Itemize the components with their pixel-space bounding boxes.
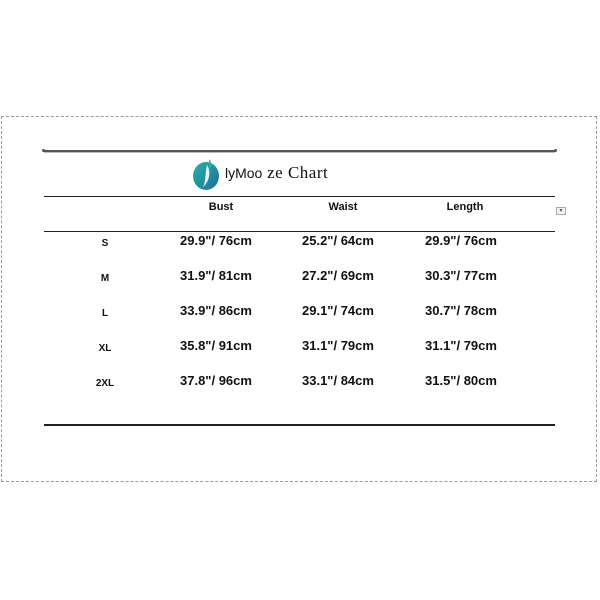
header-top-rule bbox=[44, 196, 555, 197]
bust-cell: 35.8"/ 91cm bbox=[180, 338, 252, 353]
bust-cell: 37.8"/ 96cm bbox=[180, 373, 252, 388]
size-label: S bbox=[101, 238, 109, 249]
chevron-down-icon[interactable]: ▾ bbox=[556, 207, 566, 215]
bottom-divider bbox=[44, 424, 555, 426]
column-header-bust: Bust bbox=[208, 201, 234, 213]
bust-cell: 33.9"/ 86cm bbox=[180, 303, 252, 318]
size-label: M bbox=[100, 273, 110, 284]
length-cell: 31.1"/ 79cm bbox=[425, 338, 497, 353]
length-cell: 31.5"/ 80cm bbox=[425, 373, 497, 388]
page-title bbox=[225, 163, 328, 183]
column-header-waist: Waist bbox=[328, 201, 358, 213]
bust-cell: 29.9"/ 76cm bbox=[180, 233, 252, 248]
size-label: L bbox=[101, 308, 109, 319]
waist-cell: 29.1"/ 74cm bbox=[302, 303, 374, 318]
top-divider bbox=[44, 150, 555, 153]
length-cell: 30.7"/ 78cm bbox=[425, 303, 497, 318]
waist-cell: 33.1"/ 84cm bbox=[302, 373, 374, 388]
length-cell: 29.9"/ 76cm bbox=[425, 233, 497, 248]
brand-logo-icon bbox=[192, 157, 222, 191]
waist-cell: 25.2"/ 64cm bbox=[302, 233, 374, 248]
header-bottom-rule bbox=[44, 231, 555, 232]
size-label: XL bbox=[98, 343, 112, 354]
column-header-length: Length bbox=[446, 201, 484, 213]
size-label: 2XL bbox=[95, 378, 115, 389]
title-suffix: ze Chart bbox=[262, 163, 329, 182]
waist-cell: 31.1"/ 79cm bbox=[302, 338, 374, 353]
bust-cell: 31.9"/ 81cm bbox=[180, 268, 252, 283]
brand-name: lyMoo bbox=[225, 165, 263, 181]
waist-cell: 27.2"/ 69cm bbox=[302, 268, 374, 283]
length-cell: 30.3"/ 77cm bbox=[425, 268, 497, 283]
